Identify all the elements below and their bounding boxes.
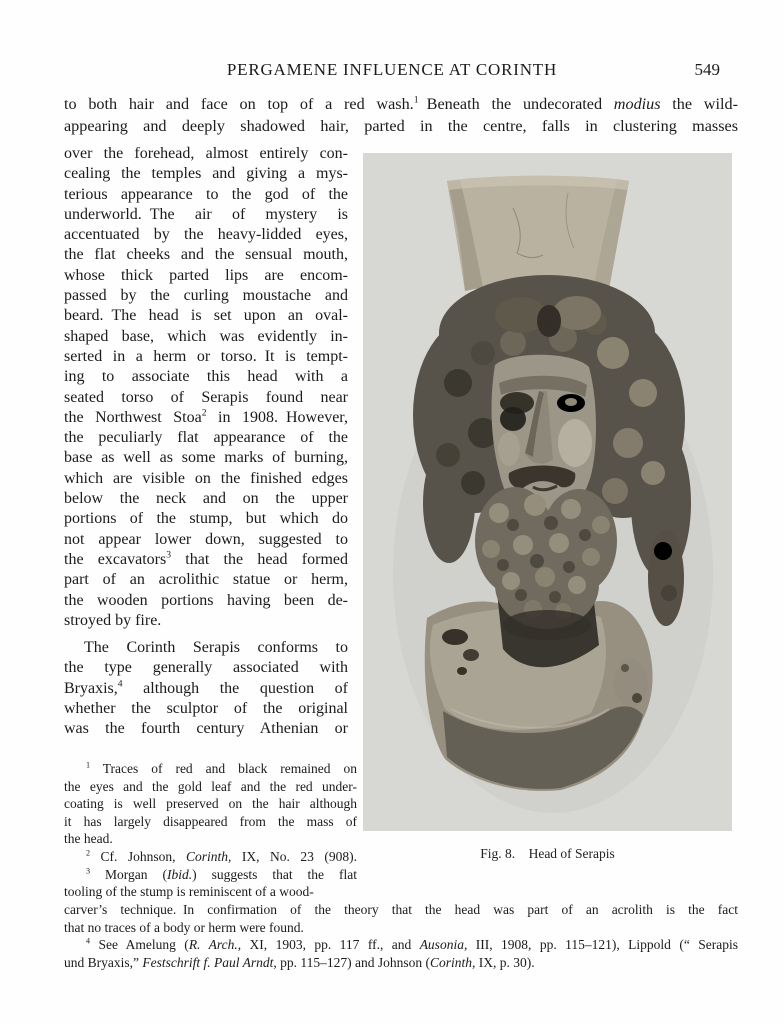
- text-line: $^2$ Cf. Johnson, Corinth, IX, No. 23 (908).: [86, 848, 357, 864]
- text-line: appearing and deeply shadowed hair, parted in the centre, falls in clustering masses: [64, 116, 738, 135]
- text-line: passed by the curling moustache and: [64, 287, 348, 305]
- text-line: not appear lower down, suggested to: [64, 530, 348, 548]
- text-line: the excavators$^3$ that the head formed: [64, 549, 348, 568]
- text-line: stroyed by fire.: [64, 611, 162, 629]
- text-line: coating is well preserved on the hair although: [64, 796, 357, 812]
- text-line: whose thick parted lips are encom-: [64, 266, 348, 284]
- left-column-text: [64, 144, 348, 740]
- text-line: portions of the stump, but which do: [64, 510, 348, 528]
- running-head: [64, 60, 720, 80]
- text-line: seated torso of Serapis found near: [64, 388, 348, 406]
- text-line: the peculiarly flat appearance of the: [64, 429, 348, 447]
- text-line: over the forehead, almost entirely con-: [64, 145, 348, 162]
- lock-curl: [654, 542, 672, 560]
- text-line: whether the sculptor of the original: [64, 700, 348, 718]
- text-line: $^3$ Morgan (Ibid.) suggests that the flat: [86, 866, 357, 882]
- text-line: beard. The head is set upon an oval-: [64, 307, 348, 325]
- text-line: base as well as some marks of burning,: [64, 449, 348, 467]
- modius-headdress: [447, 176, 629, 291]
- text-line: accentuated by the heavy-lidded eyes,: [64, 226, 348, 244]
- text-line: tooling of the stump is reminiscent of a wood-: [64, 884, 314, 900]
- text-line: the wooden portions having been de-: [64, 591, 348, 609]
- text-line: below the neck and on the upper: [64, 490, 348, 508]
- text-line: was the fourth century Athenian or: [64, 720, 348, 738]
- page-number: 549: [694, 60, 720, 79]
- text-line: the Northwest Stoa$^2$ in 1908. However,: [64, 407, 348, 426]
- figure-8-photograph: [363, 153, 732, 831]
- text-line: The Corinth Serapis conforms to: [84, 639, 348, 657]
- figure-caption: Fig. 8. Head of Serapis: [480, 846, 615, 861]
- text-line: part of an acrolithic statue or herm,: [64, 571, 348, 589]
- text-line: $^1$ Traces of red and black remained on: [86, 760, 357, 776]
- text-line: $^4$ See Amelung (R. Arch., XI, 1903, pp. 117 ff., and Ausonia, III, 1908, pp. 115–121), Lippold (“ Serapis: [86, 936, 738, 953]
- text-line: it has largely disappeared from the mass of: [64, 813, 357, 829]
- text-line: terious appearance to the god of the: [64, 185, 348, 203]
- text-line: that no traces of a body or herm were found.: [64, 919, 304, 935]
- footnotes-narrow-column: [64, 760, 357, 901]
- text-line: underworld. The air of mystery is: [64, 205, 348, 223]
- text-line: the head.: [64, 831, 113, 847]
- text-line: cealing the temples and giving a mys-: [64, 165, 348, 183]
- text-line: the eyes and the gold leaf and the red under-: [64, 778, 357, 794]
- text-line: Bryaxis,$^4$ although the question of: [64, 678, 348, 697]
- text-line: carver’s technique. In confirmation of the theory that the head was part of an acrolith is the fact: [64, 902, 738, 917]
- text-line: und Bryaxis,” Festschrift f. Paul Arndt, pp. 115–127) and Johnson (Corinth, IX, p. 30).: [64, 954, 535, 970]
- text-line: serted in a herm or torso. It is tempt-: [64, 347, 348, 365]
- text-line: the flat cheeks and the sensual mouth,: [64, 246, 348, 264]
- intro-paragraph: [64, 94, 738, 137]
- text-line: which are visible on the finished edges: [64, 469, 348, 487]
- page-title: PERGAMENE INFLUENCE AT CORINTH: [226, 60, 558, 79]
- text-line: ing to associate this head with a: [64, 368, 348, 386]
- footnotes-full-width: [64, 901, 738, 971]
- serapis-bust-illustration: [363, 153, 732, 831]
- text-line: shaped base, which was evidently in-: [64, 327, 348, 345]
- lock-curl-dark: [661, 585, 677, 601]
- text-line: to both hair and face on top of a red wash.$^1$ Beneath the undecorated modius the wild-: [64, 94, 738, 113]
- text-line: the type generally associated with: [64, 659, 348, 677]
